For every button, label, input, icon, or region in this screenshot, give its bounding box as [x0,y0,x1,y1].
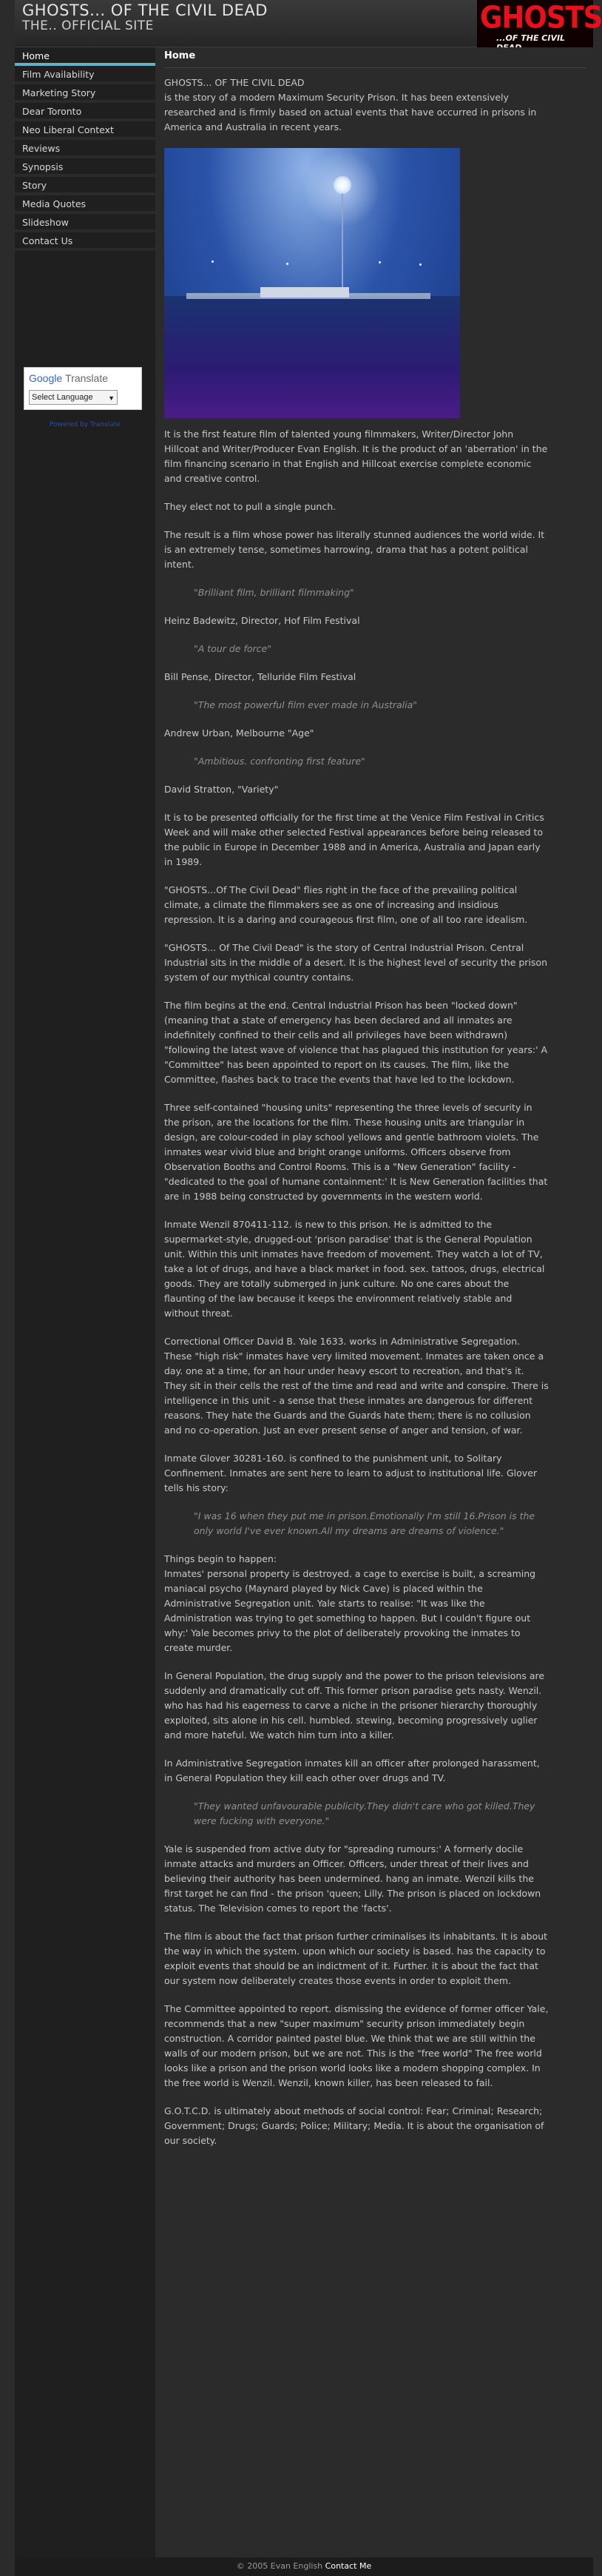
quote-attribution: Heinz Badewitz, Director, Hof Film Festival [164,615,360,626]
paragraph: Inmate Wenzil 870411-112. is new to this prison. He is admitted to the supermarket-style, drugged-out 'prison paradise' that is the General Population unit. Within this unit inmates have freedom of movement. They watch a lot of TV, take a lot of drugs, and have a black market in food. sex. tattoos, drugs, electrical goods. They are totally submerged in junk culture. No one cares about the flaunting of the law because it keeps the environment relatively stable and without threat. [164,1219,545,1319]
sidebar [15,47,155,2557]
breadcrumb-divider [164,67,586,68]
distant-light [286,263,288,265]
review-quote: "The most powerful film ever made in Australia" [194,699,418,710]
article-body [164,75,549,2162]
quote-attribution: Andrew Urban, Melbourne "Age" [164,727,314,739]
paragraph: Yale is suspended from active duty for "spreading rumours:' A formerly docile inmate attacks and murders an Officer. Officers, under threat of their lives and believing their authority has been undermined. hang an inmate. Wenzil kills the first target he can find - the prison 'queen; Lilly. The prison is placed on lockdown status. The Television comes to report the 'facts'. [164,1843,541,1914]
intro-title: GHOSTS... OF THE CIVIL DEAD [164,77,305,88]
paragraph [164,1552,549,1655]
paragraph: Three self-contained "housing units" representing the three levels of security in the prison, are the locations for the film. These housing units are triangular in design, are colour-coded in play school yellows and gentle bathroom violets. The inmates wear vivid blue and bright orange uniforms. Officers observe from Observation Booths and Control Rooms. This is a "New Generation" facility - "dedicated to the goal of humane containment:' It is New Generation facilities that are in 1988 being constructed by governments in the western world. [164,1102,548,1202]
prison-night-photo [164,148,460,418]
footer-contact-link[interactable]: Contact Me [325,2561,372,2571]
nav-item-synopsis[interactable]: Synopsis [15,158,155,177]
nav-item-neo-liberal-context[interactable]: Neo Liberal Context [15,121,155,140]
nav-item-slideshow[interactable]: Slideshow [15,214,155,232]
site-title: GHOSTS... OF THE CIVIL DEAD [22,1,268,19]
nav-item-story[interactable]: Story [15,177,155,195]
nav-item-film-availability[interactable]: Film Availability [15,66,155,84]
chevron-down-icon: ▼ [108,394,115,402]
paragraph: "GHOSTS...Of The Civil Dead" flies right in the face of the prevailing political climate, a climate the filmmakers see as one of increasing and insidious repression. It is a daring and courageous first film, one of all too rare idealism. [164,884,528,925]
language-select[interactable] [29,390,118,405]
review-quote: "A tour de force" [194,643,271,654]
review-quote: "Ambitious. confronting first feature" [194,756,365,767]
paragraph: It is the first feature film of talented young filmmakers, Writer/Director John Hillcoat and Writer/Producer Evan English. It is the product of an 'aberration' in the film financing scenario in that English and Hillcoat exercise complete economic and creative control. [164,428,548,484]
intro-paragraph [164,75,549,135]
site-header [15,0,602,47]
paragraph: "GHOSTS... Of The Civil Dead" is the story of Central Industrial Prison. Central Industrial sits in the middle of a desert. It is the highest level of security the prison system of our mythical country contains. [164,942,548,983]
prison-structure [260,287,349,297]
paragraph: The result is a film whose power has literally stunned audiences the world wide. It is an extremely tense, sometimes harrowing, drama that has a potent political intent. [164,529,545,570]
paragraph-text: Inmates' personal property is destroyed. a cage to exercise is built, a screaming maniacal psycho (Maynard played by Nick Cave) is placed within the Administrative Segregation unit. Yale starts to realise: "It was like the Administration was trying to get something to happen. But I couldn't figure out why:' Yale becomes privy to the plot of deliberately provoking the inmates to create murder. [164,1568,536,1653]
paragraph: The film is about the fact that prison further criminalises its inhabitants. It is about the way in which the system. upon which our society is based. has the capacity to exploit events that should be an indictment of it. Further. it is about the fact that our system now deliberately creates those events in order to exploit them. [164,1931,548,1986]
google-brand-text: Google [29,372,63,384]
nav-item-dear-toronto[interactable]: Dear Toronto [15,103,155,121]
nav-item-media-quotes[interactable]: Media Quotes [15,195,155,214]
main-content [155,47,593,2557]
paragraph-lead: Things begin to happen: [164,1553,277,1564]
distant-light [379,261,381,263]
quote-attribution: David Stratton, "Variety" [164,784,279,795]
google-translate-widget [24,367,142,410]
paragraph: It is to be presented officially for the first time at the Venice Film Festival in Critics Week and will make other selected Festival appearances before being released to the public in Europe in December 1988 and in America, Australia and Japan early in 1989. [164,812,544,867]
paragraph: The film begins at the end. Central Industrial Prison has been "locked down" (meaning that a state of emergency has been declared and all inmates are indefinitely confined to their cells and all privileges have been withdrawn) "following the latest wave of violence that has plagued this institution for years:' A "Committee" has been appointed to report on its causes. The film, like the Committee, flashes back to trace the events that have led to the lockdown. [164,1000,548,1085]
logo-main-text: GHOSTS [480,0,602,36]
language-select-value: Select Language [32,393,93,402]
glover-quote: "I was 16 when they put me in prison.Emotionally I'm still 16.Prison is the only world I've ever known.All my dreams are dreams of violence." [194,1510,535,1536]
distant-light [419,263,422,266]
paragraph: Inmate Glover 30281-160. is confined to the punishment unit, to Solitary Confinement. Inmates are sent here to learn to adjust to institutional life. Glover tells his story: [164,1453,538,1493]
site-footer [15,2557,593,2576]
paragraph: In General Population, the drug supply and the power to the prison televisions are suddenly and dramatically cut off. This former prison paradise gets nasty. Wenzil. who has had his eagerness to carve a niche in the prisoner hierarchy thoroughly exploited, sits alone in his cell. humbled. stewing, becoming progressively uglier and more hateful. We watch him turn into a killer. [164,1670,545,1741]
google-translate-logo [29,372,108,384]
main-nav [15,47,155,251]
site-logo[interactable] [477,0,602,47]
footer-copyright: © 2005 Evan English [236,2561,323,2571]
powered-by-translate-link[interactable]: Powered by Translate [50,421,121,428]
paragraph: Correctional Officer David B. Yale 1633. works in Administrative Segregation. These "high risk" inmates have very limited movement. Inmates are taken once a day. one at a time, for an hour under heavy escort to recreation, and that's it. They sit in their cells the rest of the time and read and write and conspire. There is intelligence in this unit - a sense that these inmates are dangerous for different reasons. They hate the Guards and the Guards hate them; there is no collusion and no co-operation. Just an ever present sense of anger and tension, of war. [164,1336,549,1436]
nav-item-home[interactable]: Home [15,47,155,66]
site-subtitle: THE.. OFFICIAL SITE [22,19,154,33]
paragraph: They elect not to pull a single punch. [164,501,336,512]
quote-attribution: Bill Pense, Director, Telluride Film Festival [164,671,356,682]
desert-ground [164,296,460,418]
nav-item-reviews[interactable]: Reviews [15,140,155,158]
nav-item-marketing-story[interactable]: Marketing Story [15,84,155,103]
intro-text: is the story of a modern Maximum Security Prison. It has been extensively researched and is firmly based on actual events that have occurred in prisons in America and Australia in recent years. [164,92,537,132]
breadcrumb[interactable]: Home [164,50,196,61]
review-quote: "Brilliant film, brilliant filmmaking" [194,587,354,598]
floodlight [334,176,351,194]
light-pole [342,192,343,289]
nav-item-contact-us[interactable]: Contact Us [15,232,155,251]
paragraph: The Committee appointed to report. dismissing the evidence of former officer Yale, recommends that a new "super maximum" security prison immediately begin construction. A corridor painted pastel blue. We think that we are still within the walls of our modern prison, but we are not. This is the "free world" The free world looks like a prison and the prison world looks like a modern shopping complex. In the free world is Wenzil. Wenzil, known killer, has been released to fail. [164,2003,549,2088]
logo-sub-text: ...OF THE CIVIL [496,33,566,43]
paragraph: In Administrative Segregation inmates kill an officer after prolonged harassment, in General Population they kill each other over drugs and TV. [164,1758,540,1783]
distant-light [212,260,214,263]
inline-quote: "They wanted unfavourable publicity.They didn't care who got killed.They were fucking with everyone." [194,1800,535,1826]
translate-word: Translate [65,372,108,384]
paragraph: G.O.T.C.D. is ultimately about methods of social control: Fear; Criminal; Research; Government; Drugs; Guards; Police; Military; Media. It is about the organisation of our society. [164,2105,544,2146]
